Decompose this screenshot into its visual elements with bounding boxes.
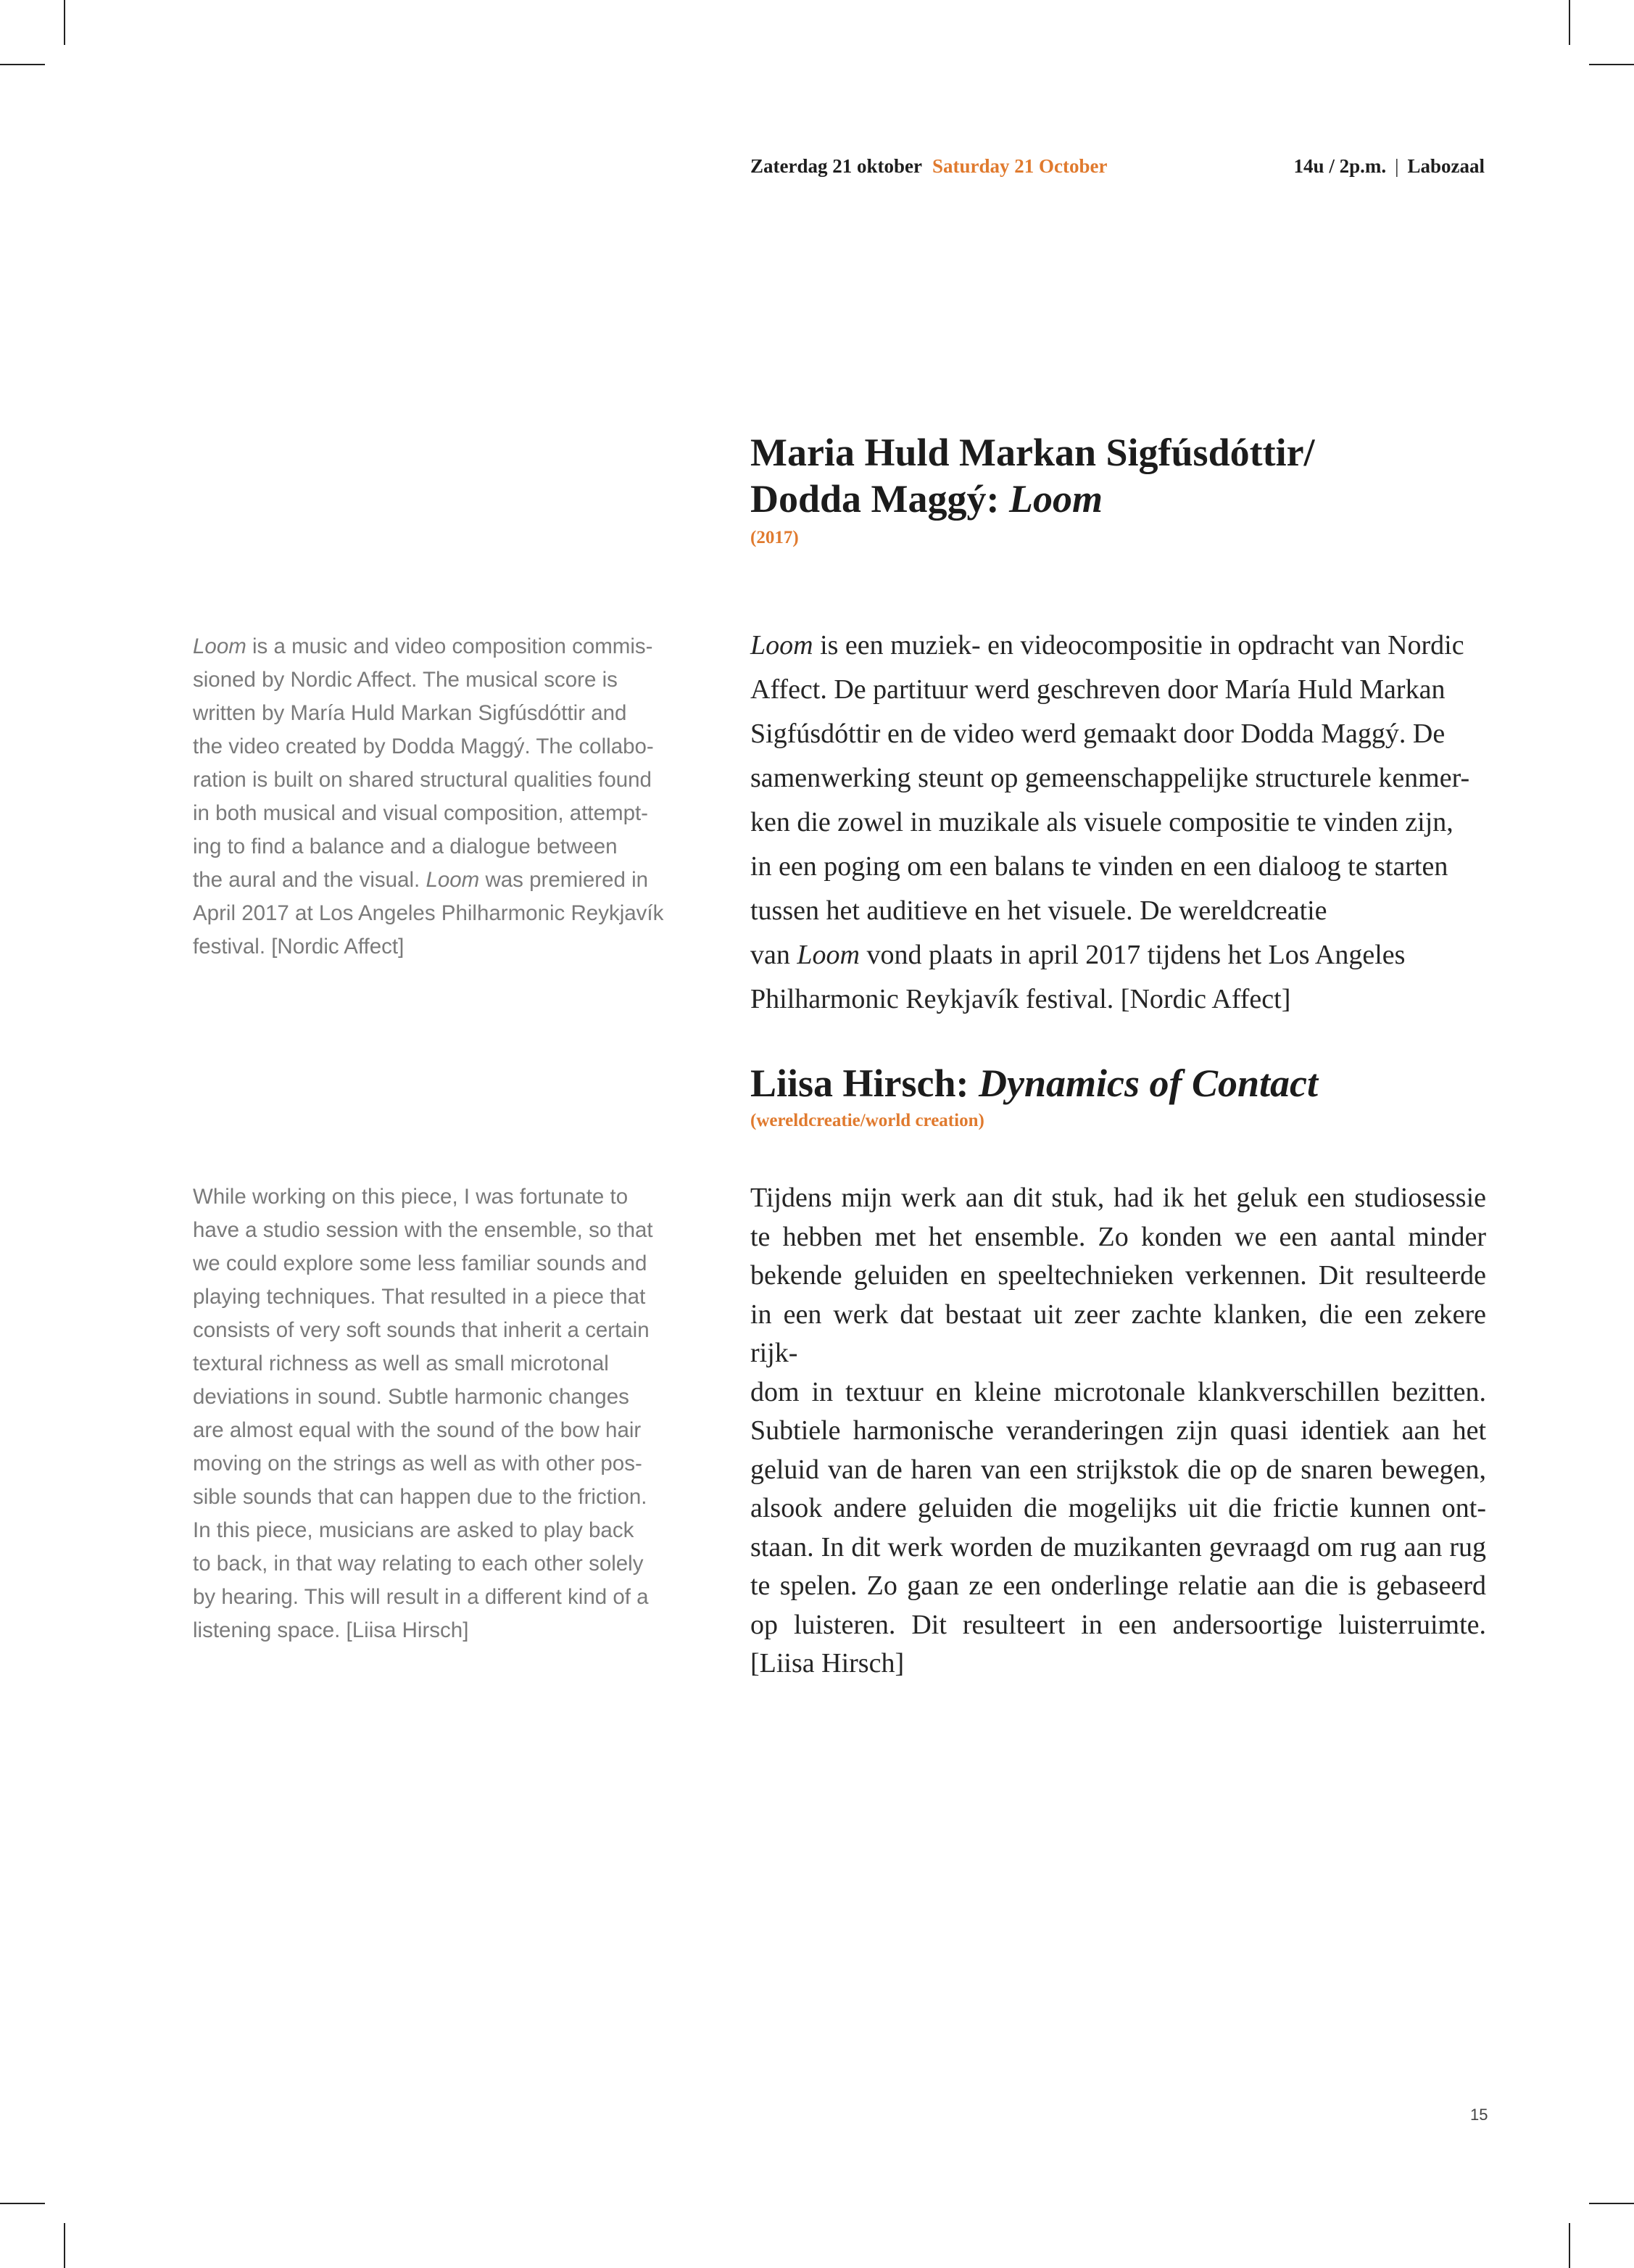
text-line: have a studio session with the ensemble, so that <box>193 1218 653 1242</box>
piece1-dutch-text <box>750 624 1486 1022</box>
text-line: moving on the strings as well as with other pos- <box>193 1452 642 1476</box>
running-header-venue <box>1294 155 1485 178</box>
text-line: staan. In dit werk worden de muzikanten gevraagd om rug aan rug <box>750 1531 1486 1563</box>
text-line: in een werk dat bestaat uit zeer zachte klanken, die een zekere rijk- <box>750 1299 1486 1368</box>
text-line: samenwerking steunt op gemeenschappelijke structurele kenmer- <box>750 763 1470 793</box>
piece1-title <box>750 429 1315 522</box>
text-line: While working on this piece, I was fortunate to <box>193 1185 629 1209</box>
piece1-year: (2017) <box>750 528 799 547</box>
text-line: bekende geluiden en speeltechnieken verkennen. Dit resulteerde <box>750 1260 1486 1291</box>
work-title-italic: Loom <box>797 940 860 970</box>
piece1-title-line2 <box>750 476 1315 522</box>
text-line <box>193 630 693 663</box>
text-line: tussen het auditieve en het visuele. De wereldcreatie <box>750 895 1327 926</box>
text-line: the video created by Dodda Maggý. The collabo- <box>193 734 654 758</box>
crop-mark <box>0 64 45 65</box>
text-line: festival. [Nordic Affect] <box>193 935 405 959</box>
text-line: consists of very soft sounds that inherit a certain <box>193 1318 650 1342</box>
text-line: geluid van de haren van een strijkstok die op de snaren bewegen, <box>750 1454 1486 1485</box>
piece2-title <box>750 1060 1318 1106</box>
text-line: Subtiele harmonische veranderingen zijn quasi identiek aan het <box>750 1415 1486 1446</box>
text-line: [Liisa Hirsch] <box>750 1648 905 1679</box>
crop-mark <box>0 2203 45 2204</box>
date-dutch: Zaterdag 21 oktober <box>750 155 922 177</box>
text-segment: was premiered in <box>485 868 649 892</box>
text-line: ration is built on shared structural qualities found <box>193 768 652 792</box>
text-segment: is a music and video composition commis- <box>252 634 653 658</box>
work-title-italic: Loom <box>426 868 480 892</box>
piece2-dutch-text <box>750 1179 1486 1684</box>
text-line: sible sounds that can happen due to the friction. <box>193 1485 647 1509</box>
text-line <box>193 864 693 897</box>
text-line: April 2017 at Los Angeles Philharmonic Reykjavík <box>193 901 664 925</box>
piece1-english-text <box>193 630 693 964</box>
text-line <box>750 933 1486 977</box>
text-line: playing techniques. That resulted in a piece that <box>193 1285 646 1309</box>
text-line: Philharmonic Reykjavík festival. [Nordic Affect] <box>750 984 1291 1014</box>
text-line: op luisteren. Dit resulteert in een andersoortige luisterruimte. <box>750 1609 1486 1640</box>
piece2-work-title: Dynamics of Contact <box>979 1061 1319 1105</box>
text-line: te hebben met het ensemble. Zo konden we een aantal minder <box>750 1221 1486 1252</box>
work-title-italic: Loom <box>750 630 813 661</box>
event-time: 14u / 2p.m. <box>1293 155 1387 177</box>
text-line: to back, in that way relating to each other solely <box>193 1552 644 1576</box>
work-title-italic: Loom <box>193 634 246 658</box>
crop-mark <box>64 0 65 45</box>
text-line: in both musical and visual composition, attempt- <box>193 801 648 825</box>
text-line: deviations in sound. Subtle harmonic changes <box>193 1385 629 1409</box>
text-line <box>750 624 1486 668</box>
piece2-subtitle: (wereldcreatie/world creation) <box>750 1111 984 1130</box>
crop-mark <box>1589 2203 1634 2204</box>
crop-mark <box>1589 64 1634 65</box>
text-segment: the aural and the visual. <box>193 868 420 892</box>
text-line: written by María Huld Markan Sigfúsdóttir and <box>193 701 627 725</box>
text-line: dom in textuur en kleine microtonale klankverschillen bezitten. <box>750 1376 1486 1407</box>
piece2-title-line <box>750 1060 1318 1106</box>
date-english: Saturday 21 October <box>932 155 1108 177</box>
piece2-english-text <box>193 1180 693 1647</box>
text-line: in een poging om een balans te vinden en een dialoog te starten <box>750 851 1448 882</box>
piece1-work-title: Loom <box>1009 477 1103 521</box>
venue-name: Labozaal <box>1407 155 1485 177</box>
text-segment: van <box>750 940 790 970</box>
text-line: are almost equal with the sound of the bow hair <box>193 1418 642 1442</box>
text-line: listening space. [Liisa Hirsch] <box>193 1618 469 1642</box>
running-header-date <box>750 155 1107 178</box>
text-line: In this piece, musicians are asked to play back <box>193 1518 634 1542</box>
piece2-composer: Liisa Hirsch: <box>750 1061 979 1105</box>
crop-mark <box>1569 0 1570 45</box>
text-line: Sigfúsdóttir en de video werd gemaakt door Dodda Maggý. De <box>750 719 1446 749</box>
text-line: we could explore some less familiar sounds and <box>193 1251 647 1275</box>
text-line: sioned by Nordic Affect. The musical score is <box>193 668 618 692</box>
text-segment: is een muziek- en videocompositie in opdracht van Nordic <box>820 630 1464 661</box>
crop-mark <box>64 2223 65 2268</box>
text-line: ken die zowel in muzikale als visuele compositie te vinden zijn, <box>750 807 1453 837</box>
header-separator: | <box>1395 155 1399 177</box>
text-line: Affect. De partituur werd geschreven door María Huld Markan <box>750 674 1446 705</box>
text-line: alsook andere geluiden die mogelijks uit die frictie kunnen ont- <box>750 1493 1486 1523</box>
text-line: Tijdens mijn werk aan dit stuk, had ik het geluk een studiosessie <box>750 1183 1486 1213</box>
text-segment: vond plaats in april 2017 tijdens het Los Angeles <box>866 940 1406 970</box>
text-line: te spelen. Zo gaan ze een onderlinge relatie aan die is gebaseerd <box>750 1570 1486 1601</box>
text-line: ing to find a balance and a dialogue between <box>193 835 618 858</box>
text-line: by hearing. This will result in a different kind of a <box>193 1585 649 1609</box>
crop-mark <box>1569 2223 1570 2268</box>
page-number: 15 <box>1470 2106 1488 2124</box>
text-line: textural richness as well as small microtonal <box>193 1352 609 1375</box>
piece1-title-line1: Maria Huld Markan Sigfúsdóttir/ <box>750 431 1315 474</box>
piece1-composer-video: Dodda Maggý: <box>750 477 1010 521</box>
